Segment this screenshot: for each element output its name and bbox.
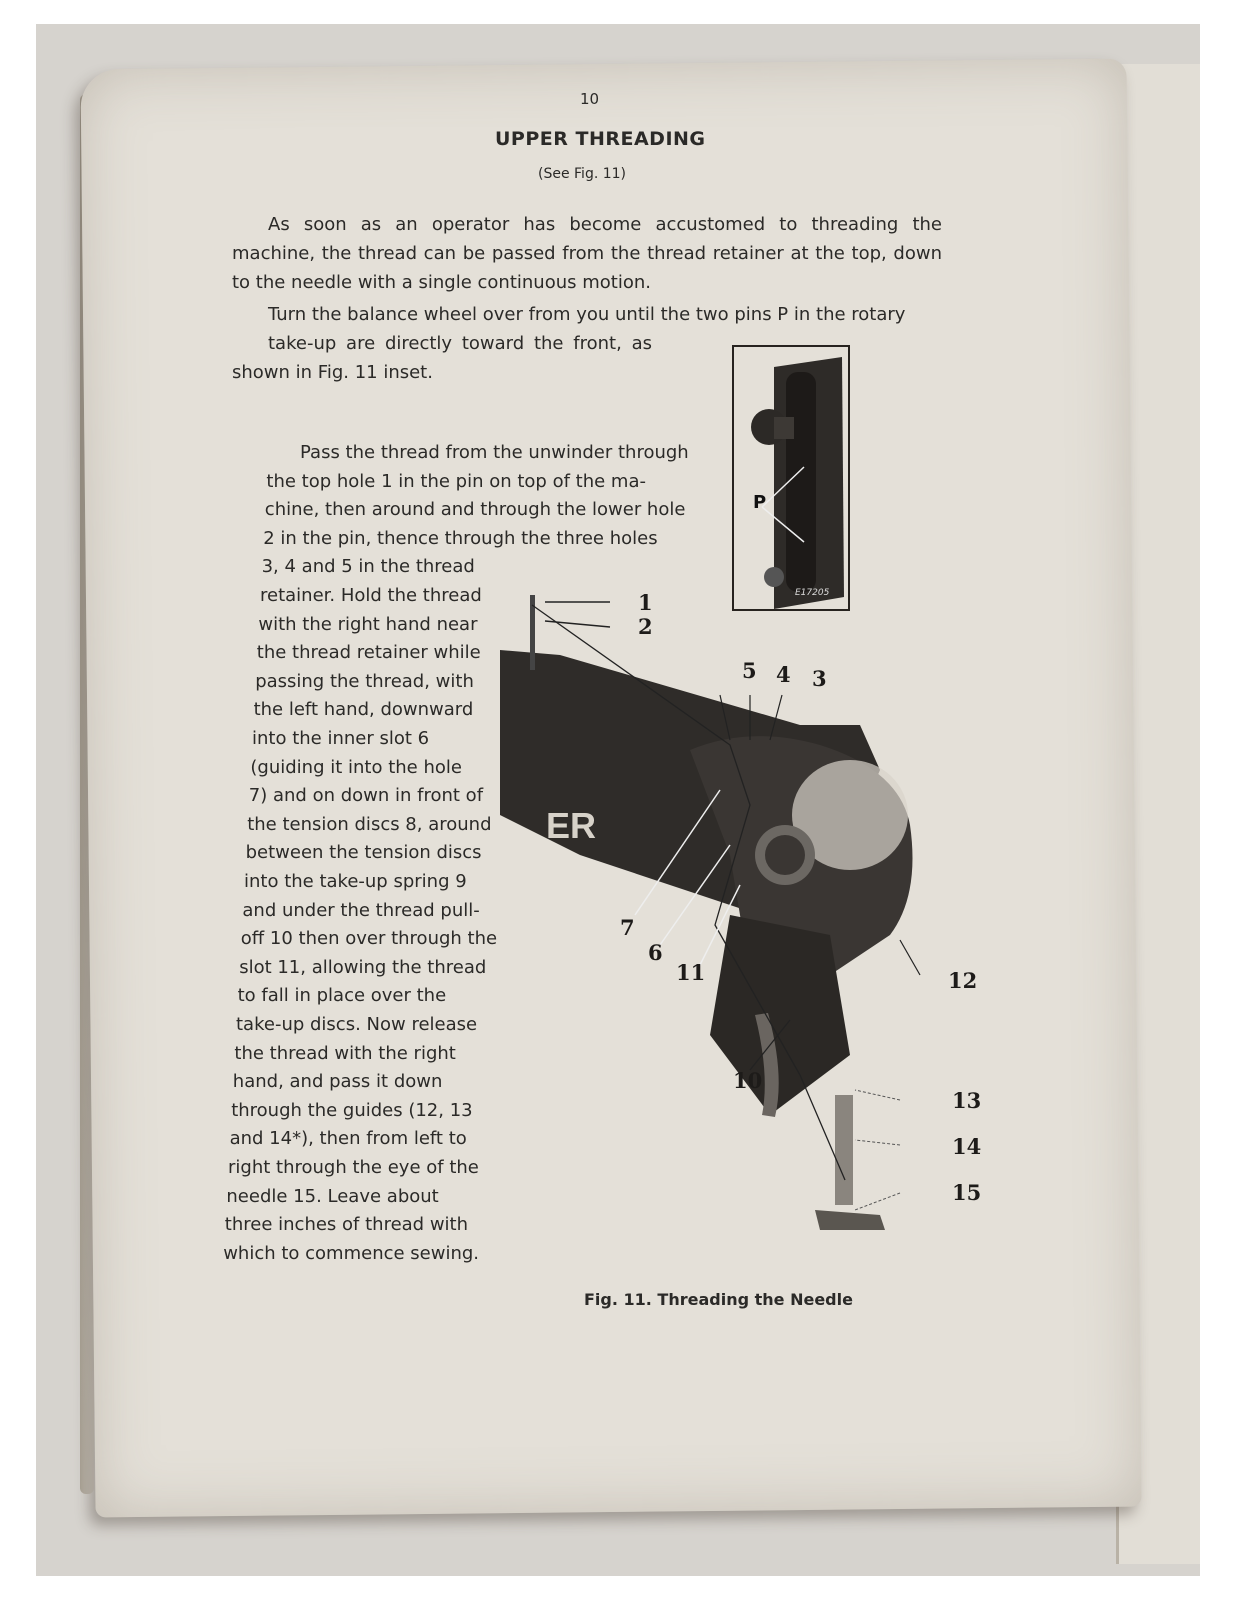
sewing-machine-illustration: [500, 555, 940, 1235]
threading-step-line: three inches of thread with: [224, 1214, 469, 1236]
callout-7: 7: [620, 915, 635, 940]
threading-step-line: the tension discs 8, around: [247, 813, 492, 835]
threading-step-line: off 10 then over through the: [240, 928, 498, 950]
inset-photo-code: E17205: [795, 588, 830, 598]
paragraph-balance-wheel-rest: take-up are directly toward the front, as shown in Fig. 11 inset.: [232, 333, 652, 383]
threading-step-line: 2 in the pin, thence through the three holes: [263, 527, 658, 549]
threading-step-line: (guiding it into the hole: [250, 756, 462, 778]
section-heading: UPPER THREADING: [495, 128, 706, 150]
callout-5: 5: [742, 658, 757, 683]
threading-step-line: through the guides (12, 13: [231, 1099, 473, 1121]
figure-caption: Fig. 11. Threading the Needle: [584, 1290, 853, 1309]
threading-step-line: hand, and pass it down: [232, 1071, 443, 1093]
threading-step-line: needle 15. Leave about: [226, 1185, 439, 1207]
figure-threading-diagram: [500, 555, 940, 1235]
threading-step-line: passing the thread, with: [255, 670, 474, 692]
threading-step-line: which to commence sewing.: [223, 1242, 480, 1264]
callout-3: 3: [812, 666, 827, 691]
threading-step-line: chine, then around and through the lower hole: [264, 499, 686, 521]
threading-step-line: take-up discs. Now release: [236, 1014, 478, 1035]
page-number: 10: [580, 90, 600, 108]
threading-step-line: and under the thread pull-: [242, 899, 480, 921]
callout-4: 4: [776, 662, 791, 687]
threading-step-line: retainer. Hold the thread: [260, 585, 482, 606]
threading-step-line: with the right hand near: [258, 613, 478, 635]
threading-step-line: the thread retainer while: [256, 642, 481, 664]
callout-12: 12: [948, 968, 978, 993]
inset-pins-label: P: [753, 492, 767, 513]
callout-13: 13: [952, 1088, 982, 1113]
threading-step-line: the top hole 1 in the pin on top of the ma-: [266, 470, 646, 492]
threading-step-line: to fall in place over the: [237, 985, 447, 1007]
threading-step-line: the thread with the right: [234, 1042, 456, 1064]
threading-step-line: into the inner slot 6: [252, 728, 430, 749]
paragraph-balance-wheel-line1: Turn the balance wheel over from you until the two pins P in the rotary: [268, 304, 906, 325]
machine-brand-lettering: ER: [546, 805, 597, 846]
callout-11: 11: [676, 960, 706, 985]
callout-1: 1: [638, 590, 653, 615]
callout-14: 14: [952, 1134, 982, 1159]
threading-step-line: right through the eye of the: [228, 1157, 479, 1178]
paragraph-intro: As soon as an operator has become accustomed to threading the machine, the thread can be passed from the thread retainer at the top, down to the needle with a single continuous motion.: [232, 214, 942, 293]
threading-step-line: into the take-up spring 9: [244, 871, 467, 892]
callout-2: 2: [638, 614, 653, 639]
threading-step-line: between the tension discs: [245, 842, 482, 864]
threading-step-line: 7) and on down in front of: [248, 785, 484, 807]
callout-10: 10: [733, 1068, 763, 1093]
threading-step-line: and 14*), then from left to: [229, 1128, 467, 1150]
figure-reference: (See Fig. 11): [538, 166, 627, 182]
threading-step-line: 3, 4 and 5 in the thread: [261, 556, 475, 578]
callout-6: 6: [648, 940, 663, 965]
callout-15: 15: [952, 1180, 982, 1205]
threading-step-line: the left hand, downward: [253, 699, 474, 721]
threading-step-line: Pass the thread from the unwinder through: [300, 442, 689, 463]
threading-step-line: slot 11, allowing the thread: [239, 956, 487, 978]
